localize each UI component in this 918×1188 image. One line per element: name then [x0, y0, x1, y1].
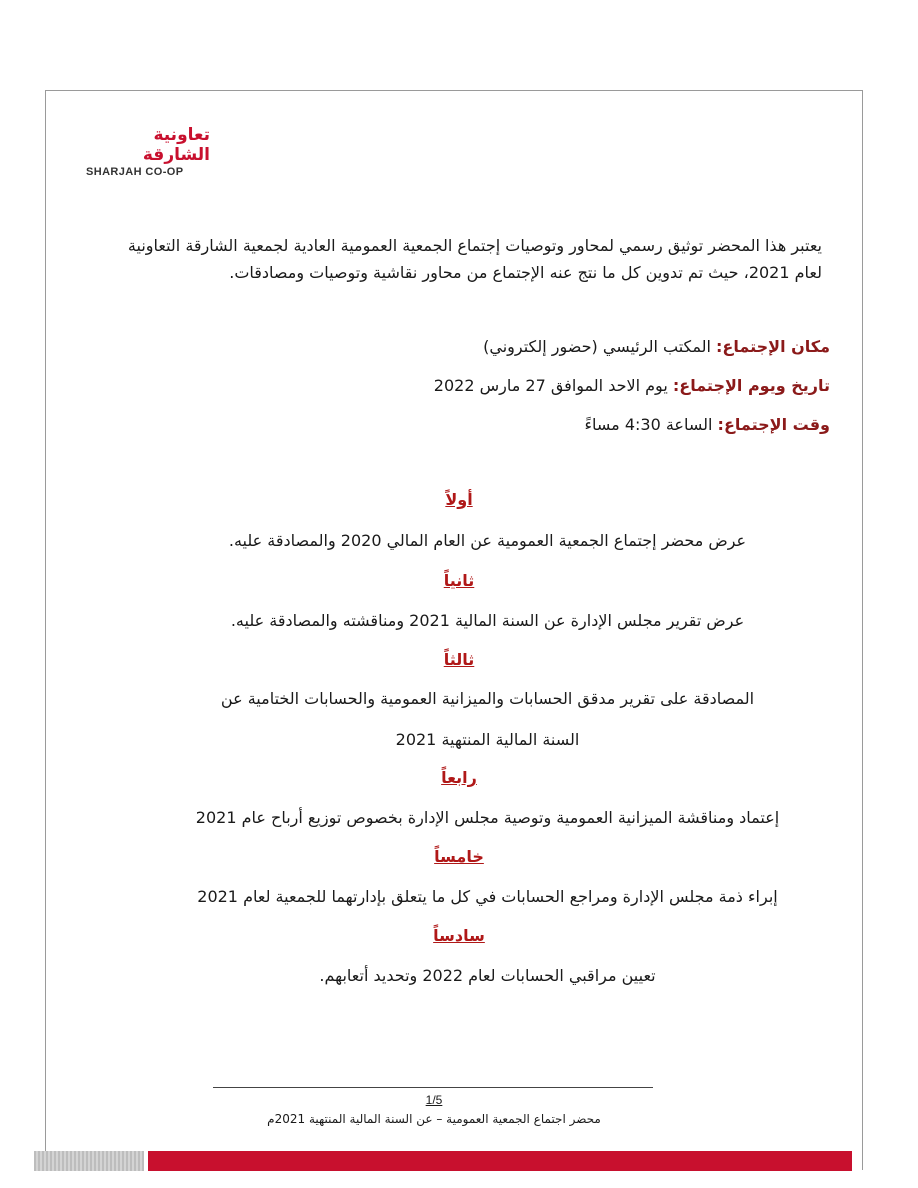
agenda-item-3-line1: المصادقة على تقرير مدقق الحسابات والميزانية العمومية والحسابات الختامية عن [220, 689, 755, 708]
agenda-item-1: عرض محضر إجتماع الجمعية العمومية عن العام المالي 2020 والمصادقة عليه. [228, 531, 747, 550]
agenda-heading-3: ثالثاً [443, 650, 475, 669]
meeting-time [585, 414, 831, 436]
agenda-item-5: إبراء ذمة مجلس الإدارة ومراجع الحسابات في كل ما يتعلق بإدارتهما للجمعية لعام 2021 [197, 887, 778, 906]
agenda-heading-2: ثانياً [443, 571, 475, 590]
agenda-item-6: تعيين مراقبي الحسابات لعام 2022 وتحديد أتعابهم. [319, 966, 656, 985]
agenda-item-4: إعتماد ومناقشة الميزانية العمومية وتوصية مجلس الإدارة بخصوص توزيع أرباح عام 2021 [195, 808, 780, 827]
agenda-heading-1: أولاً [445, 490, 473, 509]
agenda-item-2: عرض تقرير مجلس الإدارة عن السنة المالية 2021 ومناقشته والمصادقة عليه. [230, 611, 745, 630]
meeting-date [434, 375, 830, 397]
footer-caption: محضر اجتماع الجمعية العمومية – عن السنة المالية المنتهية 2021م [267, 1112, 601, 1126]
meeting-date-label: تاريخ ويوم الإجتماع: [672, 376, 830, 395]
meeting-place [483, 336, 830, 358]
footer-bar-red [148, 1151, 852, 1171]
agenda-heading-4: رابعاً [441, 768, 477, 787]
page-number: 1/5 [425, 1093, 443, 1107]
sharjah-coop-logo [86, 125, 226, 179]
footer-divider [213, 1087, 653, 1088]
intro-paragraph: يعتبر هذا المحضر توثيق رسمي لمحاور وتوصيات إجتماع الجمعية العمومية العادية لجمعية الشارقة التعاونية لعام 2021، حيث تم تدوين كل ما نتج عنه الإجتماع من محاور نقاشية وتوصيات ومصادقات. [127, 236, 822, 282]
logo-arabic-text: تعاونية الشارقة [142, 125, 210, 165]
meeting-time-label: وقت الإجتماع: [717, 415, 830, 434]
agenda-item-3-line2: السنة المالية المنتهية 2021 [395, 730, 580, 749]
logo-english-text: SHARJAH CO-OP [86, 166, 184, 178]
footer-bar-gray [34, 1151, 144, 1171]
meeting-time-value: الساعة 4:30 مساءً [584, 415, 713, 434]
agenda-heading-6: سادساً [433, 926, 485, 945]
agenda-heading-5: خامساً [434, 847, 484, 866]
meeting-place-value: المكتب الرئيسي (حضور إلكتروني) [483, 337, 711, 356]
meeting-place-label: مكان الإجتماع: [716, 337, 830, 356]
meeting-date-value: يوم الاحد الموافق 27 مارس 2022 [433, 376, 668, 395]
